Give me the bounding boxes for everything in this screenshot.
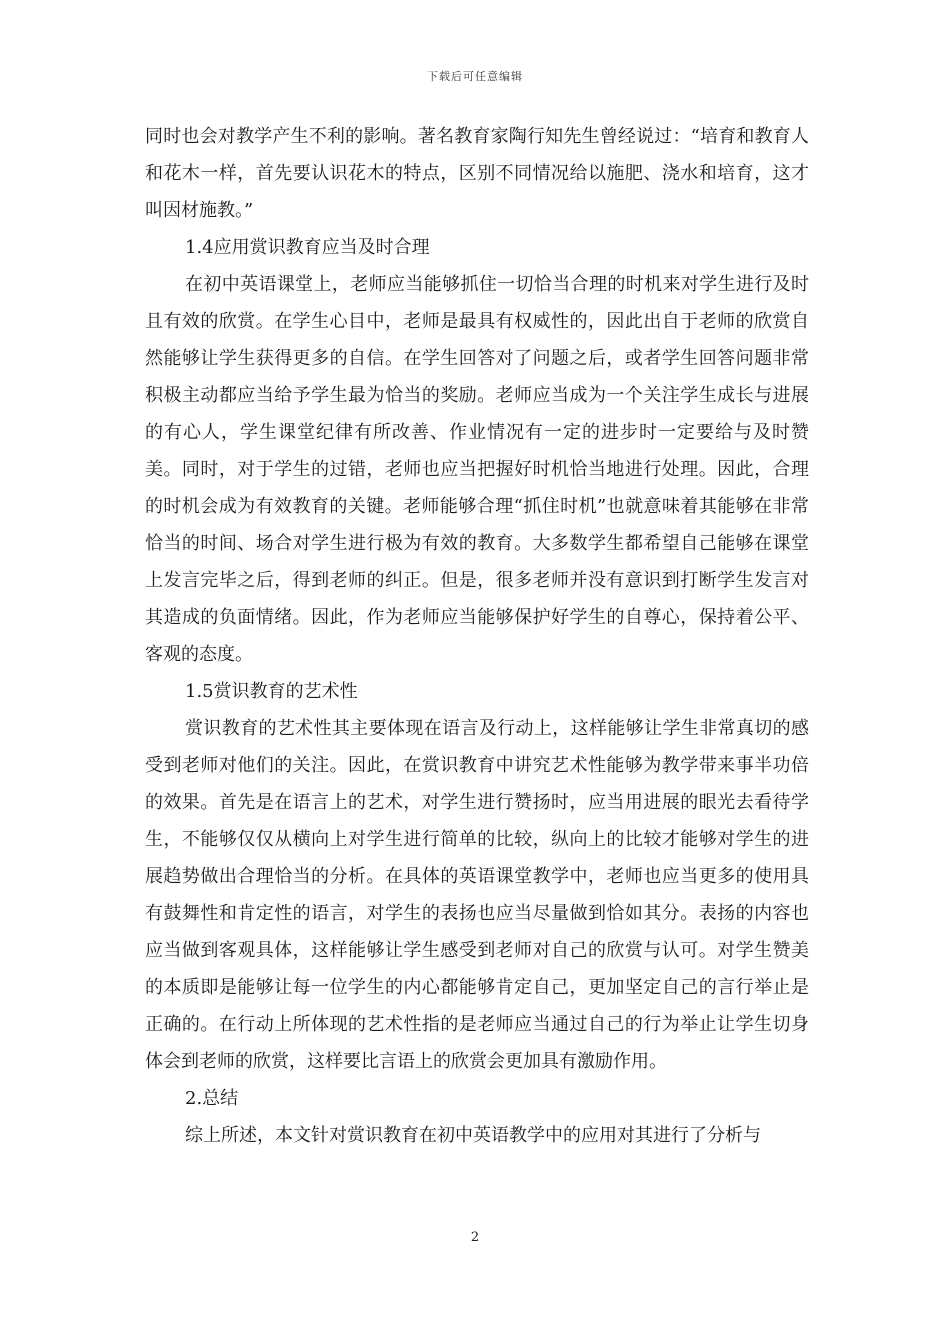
section-heading-2: 2.总结 <box>185 1088 239 1109</box>
section-heading-1-5: 1.5赏识教育的艺术性 <box>185 681 358 702</box>
paragraph-artistry: 赏识教育的艺术性其主要体现在语言及行动上，这样能够让学生非常真切的感受到老师对他们的关注。因此，在赏识教育中讲究艺术性能够为教学带来事半功倍的效果。首先是在语言上的艺术，对学生进行赞扬时，应当用进展的眼光去看待学生，不能够仅仅从横向上对学生进行简单的比较，纵向上的比较才能够对学生的进展趋势做出合理恰当的分析。在具体的英语课堂教学中，老师也应当更多的使用具有鼓舞性和肯定性的语言，对学生的表扬也应当尽量做到恰如其分。表扬的内容也应当做到客观具体，这样能够让学生感受到老师对自己的欣赏与认可。对学生赞美的本质即是能够让每一位学生的内心都能够肯定自己，更加坚定自己的言行举止是正确的。在行动上所体现的艺术性指的是老师应当通过自己的行为举止让学生切身体会到老师的欣赏，这样要比言语上的欣赏会更加具有激励作用。 <box>145 718 809 1072</box>
paragraph-summary: 综上所述，本文针对赏识教育在初中英语教学中的应用对其进行了分析与 <box>185 1125 761 1146</box>
document-body <box>145 118 809 1154</box>
page-number: 2 <box>470 1230 480 1245</box>
page-header: 下载后可任意编辑 <box>427 70 523 83</box>
section-heading-1-4: 1.4应用赏识教育应当及时合理 <box>185 237 430 258</box>
paragraph-quote: 同时也会对教学产生不利的影响。著名教育家陶行知先生曾经说过：“培育和教育人和花木一样，首先要认识花木的特点，区别不同情况给以施肥、浇水和培育，这才叫因材施教。” <box>145 126 809 221</box>
paragraph-timely-appreciation: 在初中英语课堂上，老师应当能够抓住一切恰当合理的时机来对学生进行及时且有效的欣赏。在学生心目中，老师是最具有权威性的，因此出自于老师的欣赏自然能够让学生获得更多的自信。在学生回答对了问题之后，或者学生回答问题非常积极主动都应当给予学生最为恰当的奖励。老师应当成为一个关注学生成长与进展的有心人，学生课堂纪律有所改善、作业情况有一定的进步时一定要给与及时赞美。同时，对于学生的过错，老师也应当把握好时机恰当地进行处理。因此，合理的时机会成为有效教育的关键。老师能够合理“抓住时机”也就意味着其能够在非常恰当的时间、场合对学生进行极为有效的教育。大多数学生都希望自己能够在课堂上发言完毕之后，得到老师的纠正。但是，很多老师并没有意识到打断学生发言对其造成的负面情绪。因此，作为老师应当能够保护好学生的自尊心，保持着公平、客观的态度。 <box>145 274 809 665</box>
